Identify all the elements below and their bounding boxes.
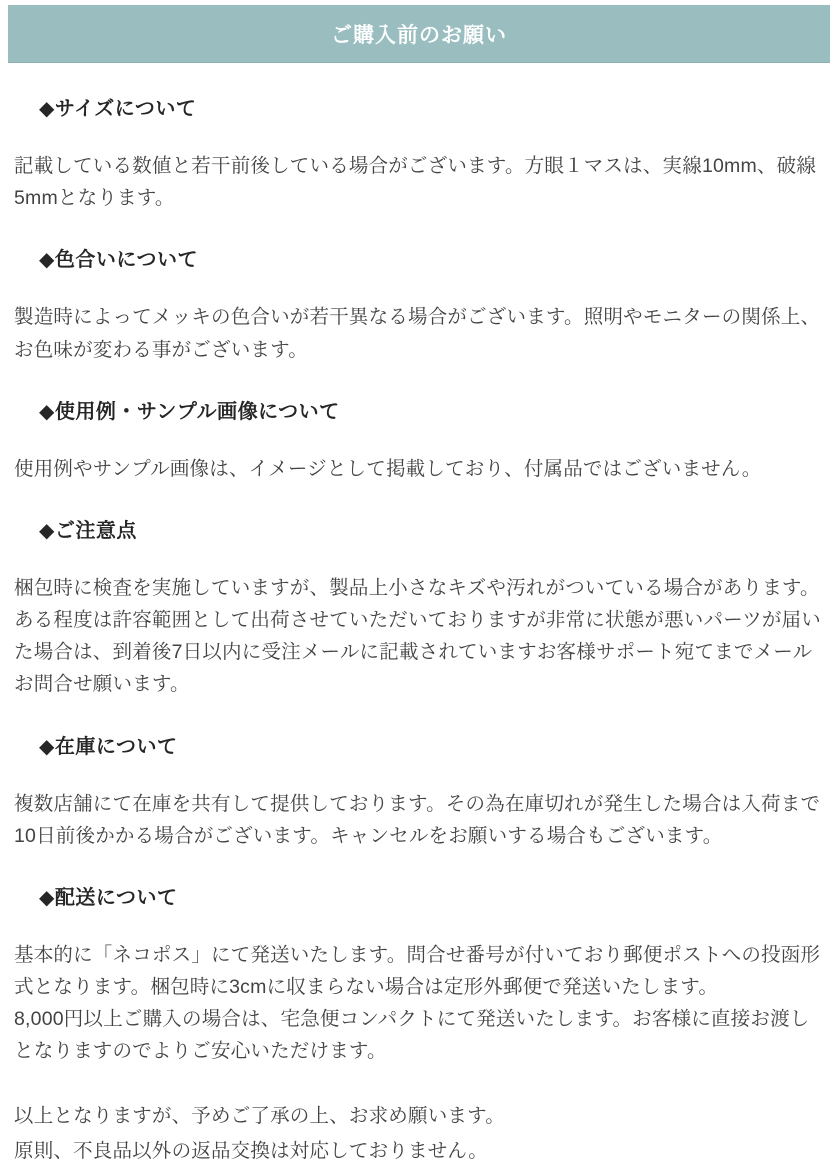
section-paragraph: 記載している数値と若干前後している場合がございます。方眼１マスは、実線10mm、破線5mmとなります。 <box>14 155 817 210</box>
section-size <box>14 92 823 214</box>
page-title-banner <box>8 5 830 63</box>
section-sample-images <box>14 395 823 485</box>
section-heading-caution: ◆ご注意点 <box>39 519 137 542</box>
section-heading-sample-images: ◆使用例・サンプル画像について <box>39 400 340 423</box>
closing-note-line: 以上となりますが、予めご了承の上、お求め願います。 <box>14 1104 505 1127</box>
section-color <box>14 243 823 365</box>
section-paragraph: 複数店舗にて在庫を共有して提供しております。その為在庫切れが発生した場合は入荷まで10日前後かかる場合がございます。キャンセルをお願いする場合もございます。 <box>14 792 821 847</box>
closing-note-line: 原則、不良品以外の返品交換は対応しておりません。 <box>14 1139 488 1162</box>
section-heading-color: ◆色合いについて <box>39 249 198 272</box>
section-heading-size: ◆サイズについて <box>39 98 197 120</box>
section-paragraph: 使用例やサンプル画像は、イメージとして掲載しており、付属品ではございません。 <box>14 457 762 480</box>
section-paragraph <box>14 939 823 1068</box>
section-paragraph: 製造時によってメッキの色合いが若干異なる場合がございます。照明やモニターの関係上、お色味が変わる事がございます。 <box>14 306 821 361</box>
section-heading-stock: ◆在庫について <box>39 735 178 758</box>
section-caution <box>14 514 823 701</box>
shipping-line-nekopos: 基本的に「ネコポス」にて発送いたします。問合せ番号が付いており郵便ポストへの投函形式となります。梱包時に3cmに収まらない場合は定形外郵便で発送いたします。 <box>14 943 821 999</box>
section-stock <box>14 730 823 852</box>
shipping-line-compact: 8,000円以上ご購入の場合は、宅急便コンパクトにて発送いたします。お客様に直接お渡しとなりますのでよりご安心いただけます。 <box>14 1008 810 1063</box>
notice-content <box>0 92 837 1169</box>
section-paragraph: 梱包時に検査を実施していますが、製品上小さなキズや汚れがついている場合があります。ある程度は許容範囲として出荷させていただいておりますが非常に状態が悪いパーツが届いた場合は、到着後7日以内に受注メールに記載されていますお客様サポート宛てまでメールお問合せ願います。 <box>14 576 821 696</box>
page-title: ご購入前のお願い <box>331 23 507 47</box>
section-heading-shipping: ◆配送について <box>39 886 178 909</box>
closing-note <box>14 1099 823 1169</box>
section-shipping <box>14 881 823 1068</box>
